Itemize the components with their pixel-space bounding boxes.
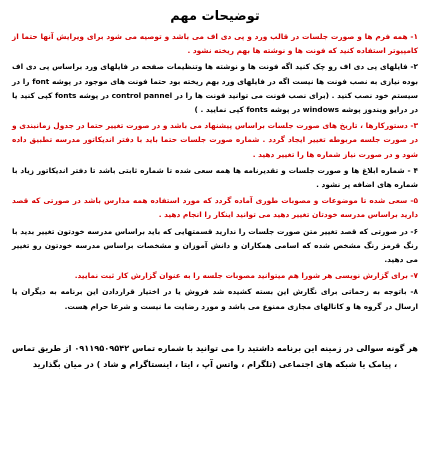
contact-line-1: هر گونه سوالی در زمینه این برنامه داشتید را می توانید با شماره تماس ۰۹۱۱۹۵۰۹۵۴۲ از طریق تماس bbox=[12, 342, 418, 353]
note-item: ۵- سعی شده تا موضوعات و مصوبات طوری آماده گردد که مورد استفاده همه مدارس باشد در صورتی که قصد دارید براساس مدرسه خودتان تغییر دهید می توانید اینکار را انجام دهید . bbox=[12, 196, 418, 220]
note-item: ۸- باتوجه به زحماتی برای نگارش این بسته کشیده شد فروش یا در اختیار قراردادن این برنامه به دیگران یا ارسال در گروه ها و کانالهای مجازی ممنوع می باشد و مورد رضایت ما نیست و شرعا حرام هست. bbox=[12, 287, 418, 311]
note-item: ۱- همه فرم ها و صورت جلسات در قالب ورد و پی دی اف می باشد و توصیه می شود برای ویرایش آنها حتما از کامپیوتر استفاده کنید که فونت ها و نوشته ها بهم ریخته نشود . bbox=[12, 32, 418, 56]
note-item: ۷- برای گزارش نویسی هر شورا هم میتوانید مصوبات جلسه را به عنوان گزارش کار ثبت نمایید. bbox=[74, 271, 418, 281]
note-item: ۳- دستورکارها ، تاریخ های صورت جلسات براساس پیشنهاد می باشد و در صورت تغییر حتما در جدول زمانبندی و در صورت جلسه مربوطه تغییر ایجاد گردد . شماره صورت جلسات حتما باید با دفتر اندیکاتور مدرسه تطبیق داده شود و در صورت نیاز شماره ها را تغییر دهید . bbox=[12, 121, 418, 159]
notes-list bbox=[12, 30, 418, 314]
contact-info bbox=[12, 340, 418, 372]
note-item: ۶- در صورتی که قصد تغییر متن صورت جلسات را ندارید قسمتهایی که باید براساس مدرسه خودتون تغییر بدید با رنگ قرمز رنگ مشخص شده که اسامی همکاران و دانش آموزان و مشخصات براساس مدرسه خودتون رو تغییر می دهید. bbox=[12, 226, 418, 265]
note-item: ۴ - شماره ابلاغ ها و صورت جلسات و تقدیرنامه ها همه سعی شده تا شماره ثابتی باشد تا دفتر اندیکاتور زیاد با شماره های اضافه پر نشود . bbox=[12, 165, 418, 190]
document-title: توضیحات مهم bbox=[170, 9, 260, 24]
note-item: ۲- فایلهای پی دی اف رو چک کنید اگه فونت ها و نوشته ها وتنظیمات صفحه در فایلهای ورد براساس پی دی اف بوده نیازی به نصب فونت ها نیست اگه در فایلهای ورد بهم ریخته بود حتما فونت های موجود در پوشه font را در سیستم خود نصب کنید . (برای نصب فونت می توانید فونت ها را در control pannel در پوشه fonts کپی کنید یا در درایو ویندوز پوشه windows در پوشه fonts کپی نمایید . ) bbox=[12, 62, 418, 115]
contact-line-2: ، پیامک یا شبکه های اجتماعی (تلگرام ، واتس آپ ، ایتا ، اینستاگرام و شاد ) در میان بگذارید bbox=[32, 358, 398, 369]
